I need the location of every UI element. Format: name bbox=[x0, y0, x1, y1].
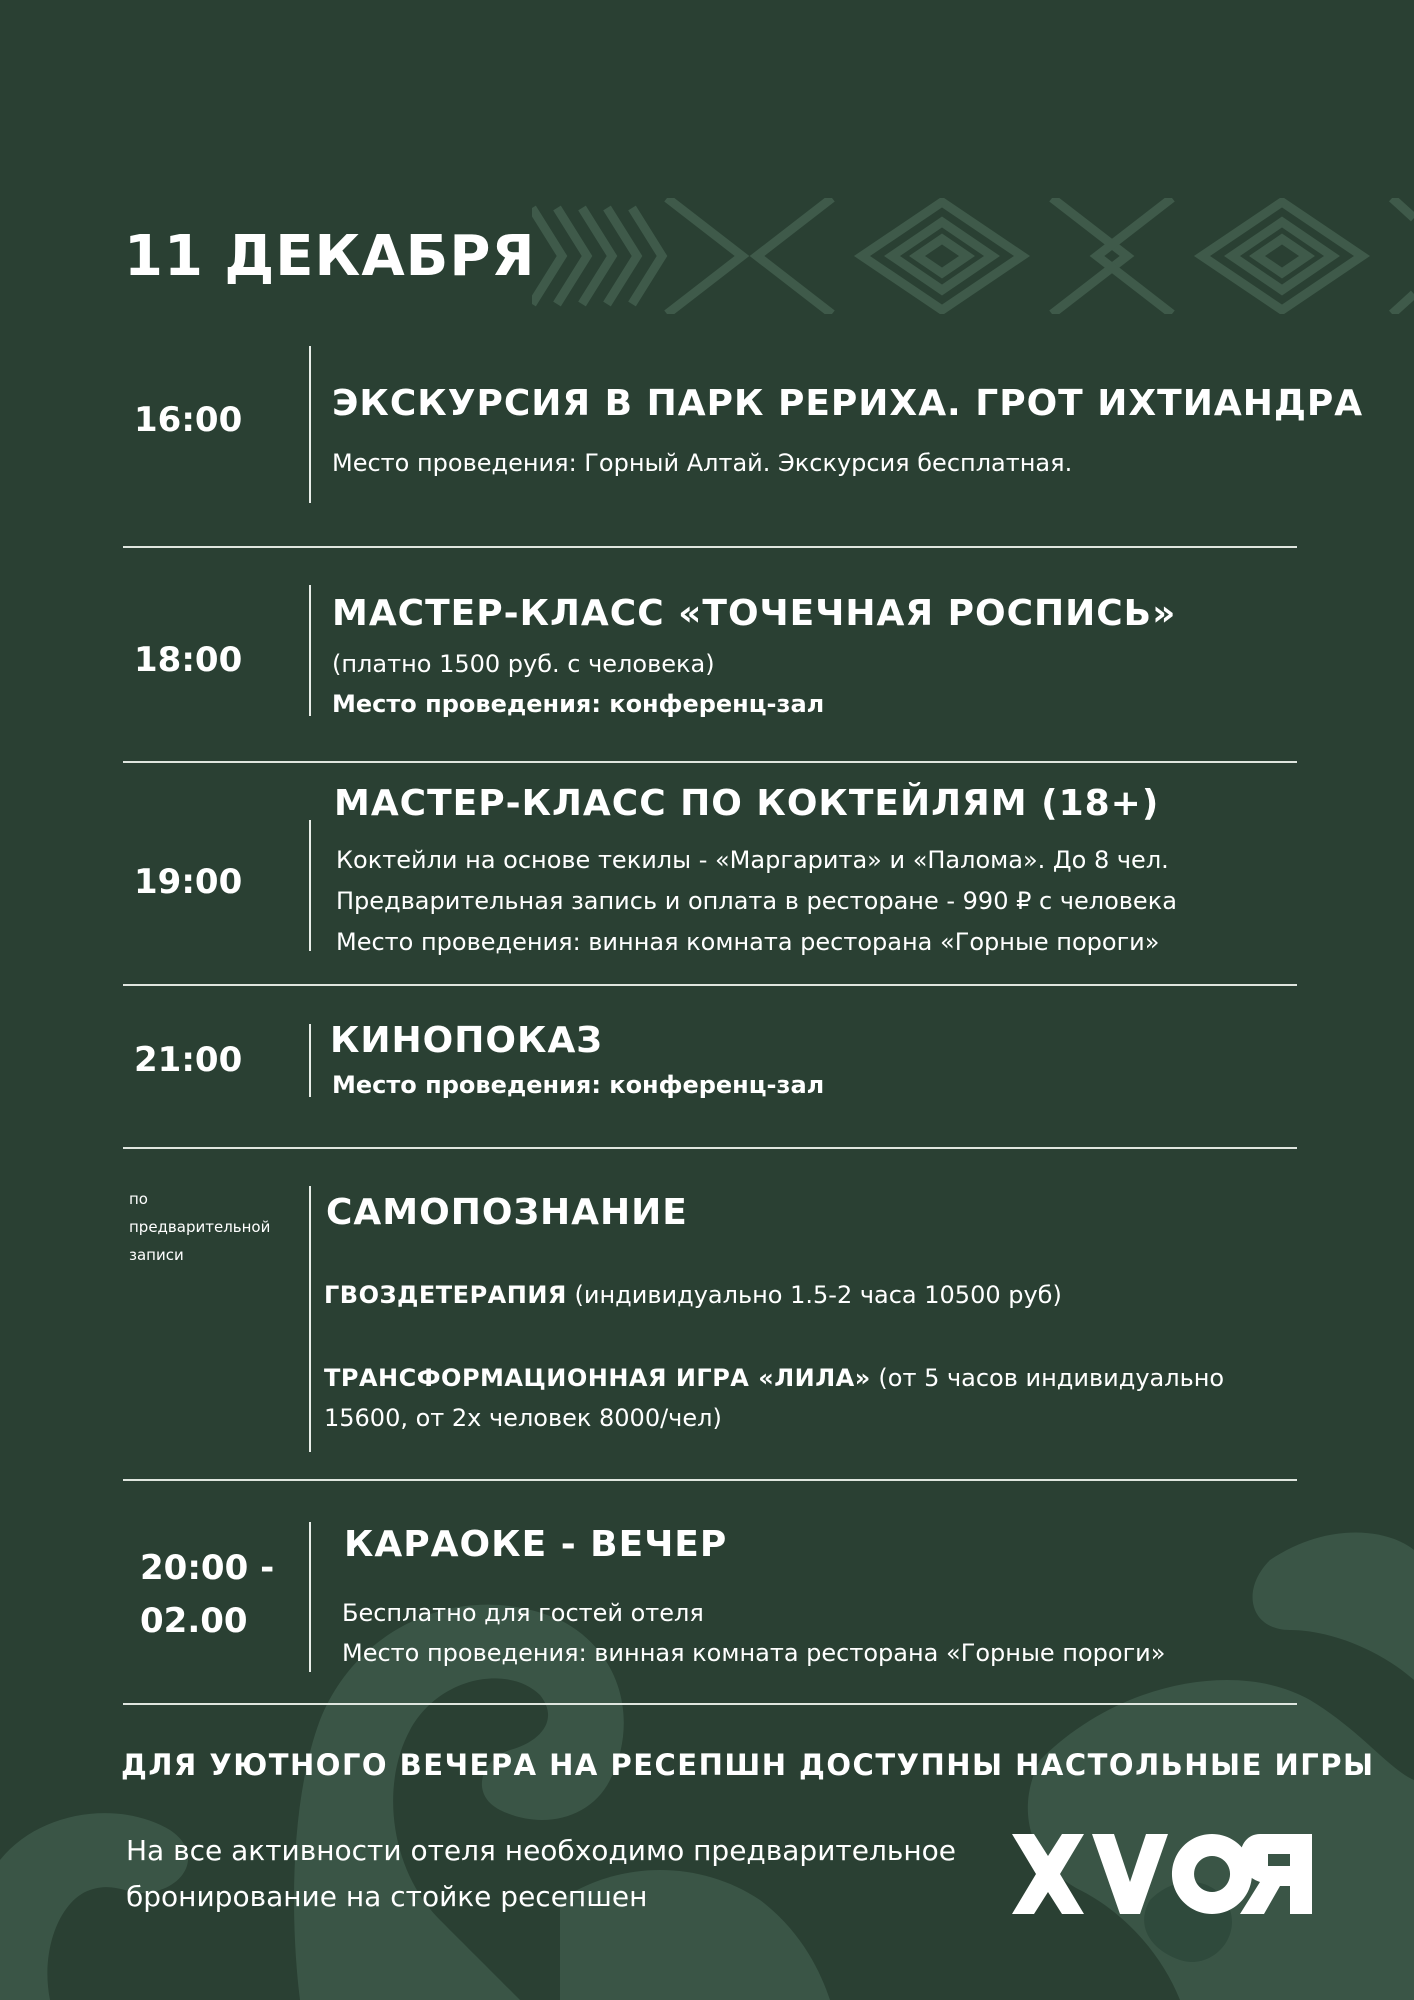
board-games-notice: ДЛЯ УЮТНОГО ВЕЧЕРА НА РЕСЕПШН ДОСТУПНЫ НАСТОЛЬНЫЕ ИГРЫ bbox=[121, 1748, 1375, 1782]
event-detail: Коктейли на основе текилы - «Маргарита» и «Палома». До 8 чел. bbox=[336, 846, 1169, 874]
date-heading: 11 ДЕКАБРЯ bbox=[124, 224, 536, 289]
event-title: КАРАОКЕ - ВЕЧЕР bbox=[344, 1524, 728, 1565]
service-name: ТРАНСФОРМАЦИОННАЯ ИГРА «ЛИЛА» bbox=[324, 1364, 871, 1392]
event-time: 20:00 - bbox=[140, 1548, 275, 1588]
divider-vertical bbox=[309, 585, 311, 716]
time-note-line: по bbox=[129, 1190, 148, 1208]
booking-notice bbox=[126, 1828, 986, 1920]
ornament-pattern-icon bbox=[532, 198, 1414, 314]
event-title: МАСТЕР-КЛАСС ПО КОКТЕЙЛЯМ (18+) bbox=[334, 783, 1160, 824]
divider-horizontal bbox=[123, 761, 1297, 763]
booking-notice-line: бронирование на стойке ресепшен bbox=[126, 1880, 648, 1913]
divider-horizontal bbox=[123, 546, 1297, 548]
event-venue: Место проведения: конференц-зал bbox=[332, 1071, 825, 1099]
event-title: САМОПОЗНАНИЕ bbox=[326, 1192, 688, 1233]
divider-vertical bbox=[309, 1024, 311, 1097]
time-note-line: предварительной bbox=[129, 1218, 271, 1236]
service-detail: (индивидуально 1.5-2 часа 10500 руб) bbox=[574, 1281, 1062, 1309]
divider-horizontal bbox=[123, 1479, 1297, 1481]
event-venue: Место проведения: винная комната ресторана «Горные пороги» bbox=[342, 1639, 1166, 1667]
divider-horizontal bbox=[123, 1147, 1297, 1149]
event-detail: Предварительная запись и оплата в ресторане - 990 ₽ с человека bbox=[336, 887, 1177, 915]
time-note-line: записи bbox=[129, 1246, 184, 1264]
service-item bbox=[324, 1279, 1062, 1311]
event-time: 18:00 bbox=[134, 640, 243, 680]
brand-logo-icon bbox=[1012, 1834, 1312, 1914]
divider-vertical bbox=[309, 820, 311, 951]
service-detail: 15600, от 2х человек 8000/чел) bbox=[324, 1404, 722, 1432]
event-venue: Место проведения: винная комната ресторана «Горные пороги» bbox=[336, 928, 1160, 956]
event-time-note bbox=[129, 1185, 299, 1269]
event-time: 02.00 bbox=[140, 1601, 248, 1641]
event-venue: Место проведения: конференц-зал bbox=[332, 690, 825, 718]
divider-vertical bbox=[309, 346, 311, 503]
divider-vertical bbox=[309, 1186, 311, 1452]
event-detail: (платно 1500 руб. с человека) bbox=[332, 650, 715, 678]
service-detail: (от 5 часов индивидуально bbox=[878, 1364, 1225, 1392]
event-title: ЭКСКУРСИЯ В ПАРК РЕРИХА. ГРОТ ИХТИАНДРА bbox=[332, 383, 1364, 424]
event-title: МАСТЕР-КЛАСС «ТОЧЕЧНАЯ РОСПИСЬ» bbox=[332, 593, 1177, 634]
event-time: 19:00 bbox=[134, 862, 243, 902]
event-time: 16:00 bbox=[134, 400, 243, 440]
divider-horizontal bbox=[123, 1703, 1297, 1705]
booking-notice-line: На все активности отеля необходимо предварительное bbox=[126, 1834, 957, 1867]
service-name: ГВОЗДЕТЕРАПИЯ bbox=[324, 1281, 567, 1309]
event-detail: Место проведения: Горный Алтай. Экскурсия бесплатная. bbox=[332, 449, 1073, 477]
divider-vertical bbox=[309, 1522, 311, 1672]
event-title: КИНОПОКАЗ bbox=[330, 1020, 603, 1061]
service-item bbox=[324, 1362, 1224, 1394]
event-detail: Бесплатно для гостей отеля bbox=[342, 1599, 704, 1627]
divider-horizontal bbox=[123, 984, 1297, 986]
event-time: 21:00 bbox=[134, 1040, 243, 1080]
